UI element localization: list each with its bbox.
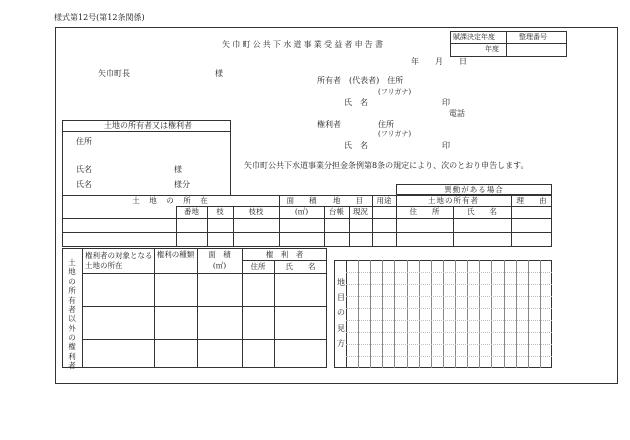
- map-grid-vline: [382, 260, 383, 368]
- right-holder-furigana: (フリガナ): [378, 130, 412, 138]
- map-grid-vline: [491, 260, 492, 368]
- lower-area-unit: (㎡): [212, 261, 227, 271]
- target-land-header: 権利者の対象となる土地の所在: [85, 251, 153, 270]
- form-number: 様式第12号(第12条関係): [54, 13, 145, 22]
- owner-info-title: 土地の所有者又は権利者: [104, 121, 192, 130]
- map-grid-hline: [346, 344, 552, 345]
- owner-name-label: 氏 名: [344, 98, 368, 107]
- owner-header: 土地の所有者: [428, 195, 479, 205]
- map-grid-hline: [346, 332, 552, 333]
- owner-rep-address-label: 所有者 (代表者) 住所: [317, 76, 404, 85]
- year-label: 年度: [485, 45, 499, 53]
- map-grid-hline: [346, 272, 552, 273]
- map-grid-vline: [504, 260, 505, 368]
- owner-name-header: 氏 名: [467, 207, 497, 217]
- right-type-header: 権利の種類: [156, 250, 195, 260]
- map-grid-vline: [407, 260, 408, 368]
- right-holder-seal: 印: [442, 141, 450, 150]
- right-holder-name-label: 氏 名: [344, 141, 368, 150]
- map-grid-vline: [467, 260, 468, 368]
- map-grid-vline: [358, 260, 359, 368]
- owner-info-address: 住所: [76, 137, 92, 146]
- map-grid-vline: [419, 260, 420, 368]
- decision-year-label: 賦課決定年度: [453, 33, 495, 41]
- addressee: 矢巾町長: [98, 69, 130, 78]
- daicho-header: 台帳: [329, 207, 344, 217]
- map-grid-vline: [431, 260, 432, 368]
- owner-info-name-1: 氏名: [76, 165, 92, 174]
- yoto-header: 用途: [376, 195, 392, 205]
- date-line: 年 月 日: [411, 57, 467, 66]
- eda-header: 枝: [216, 207, 224, 217]
- map-grid-hline: [346, 308, 552, 309]
- owner-seal: 印: [442, 98, 450, 107]
- genkyo-header: 現況: [353, 207, 368, 217]
- map-grid-vline: [516, 260, 517, 368]
- owner-info-samabun: 様分: [174, 180, 190, 189]
- form-title: 矢巾町公共下水道事業受益者申告書: [222, 40, 386, 49]
- addressee-sama: 様: [215, 69, 223, 78]
- ref-no-label: 整理番号: [519, 33, 547, 41]
- map-grid-vline: [540, 260, 541, 368]
- map-grid-vline: [528, 260, 529, 368]
- owner-address-header: 住 所: [409, 207, 440, 217]
- map-grid-vline: [455, 260, 456, 368]
- phone-label: 電話: [449, 109, 465, 118]
- banchi-header: 番地: [184, 207, 199, 217]
- reason-header: 理 由: [516, 195, 547, 205]
- lower-area-header: 面 積: [208, 250, 231, 260]
- map-grid-vline: [394, 260, 395, 368]
- right-holder-label: 権利者: [317, 120, 341, 129]
- map-label: 地 目 の 見 方: [337, 278, 345, 348]
- chimoku-header: 地 目: [333, 195, 363, 205]
- map-grid-vline: [479, 260, 480, 368]
- right-holder-address-label: 住所: [378, 120, 394, 129]
- declaration-text: 矢巾町公共下水道事業分担金条例第8条の規定により、次のとおり申告します。: [244, 161, 529, 170]
- other-right-holder-side-label: 土 地 の 所 有 者 以 外 の 権 利 者: [68, 258, 76, 371]
- map-grid-hline: [346, 296, 552, 297]
- map-grid-vline: [370, 260, 371, 368]
- map-grid-hline: [346, 284, 552, 285]
- owner-furigana: (フリガナ): [378, 88, 412, 96]
- holder-address-header: 住所: [250, 261, 266, 271]
- owner-info-name-2: 氏名: [76, 180, 92, 189]
- map-grid-vline: [443, 260, 444, 368]
- change-case-label: 異動がある場合: [444, 184, 504, 194]
- area-unit: (㎡): [294, 207, 309, 217]
- owner-info-sama: 様: [174, 165, 182, 174]
- area-header: 面 積: [286, 195, 317, 205]
- map-grid-hline: [346, 320, 552, 321]
- map-grid-hline: [346, 356, 552, 357]
- location-header: 土 地 の 所 在: [132, 195, 209, 205]
- holder-name-header: 氏 名: [285, 261, 316, 271]
- edaeda-header: 枝枝: [248, 207, 264, 217]
- holder-header: 権 利 者: [265, 249, 304, 259]
